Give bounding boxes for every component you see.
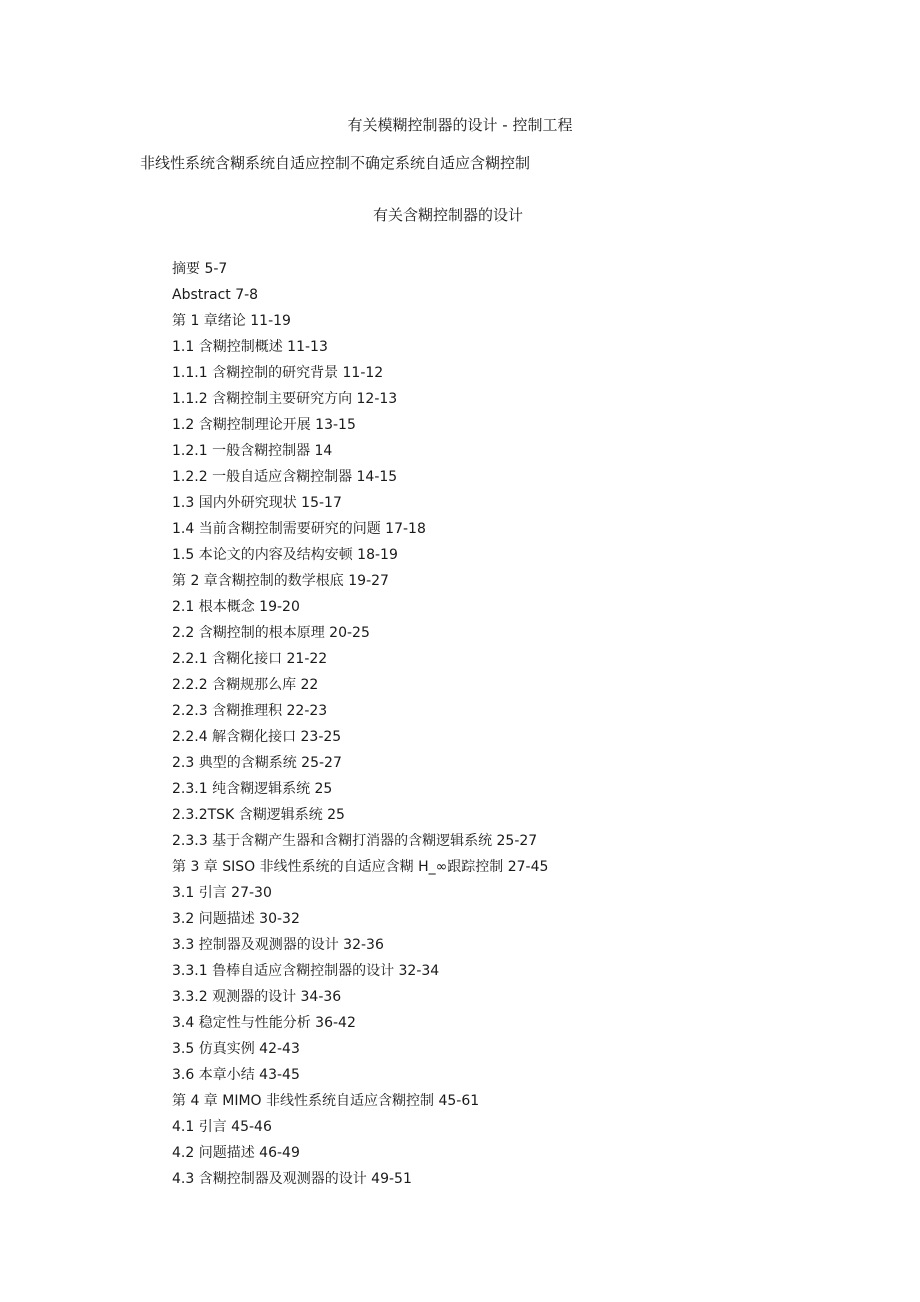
toc-entry: 1.2.1 一般含糊控制器 14 <box>172 443 333 459</box>
toc-entry: 第 3 章 SISO 非线性系统的自适应含糊 H_∞跟踪控制 27-45 <box>172 859 549 875</box>
toc-entry: 2.2.1 含糊化接口 21-22 <box>172 651 328 667</box>
toc-entry: 1.4 当前含糊控制需要研究的问题 17-18 <box>172 521 426 537</box>
toc-entry: 1.2 含糊控制理论开展 13-15 <box>172 417 356 433</box>
document-title: 有关模糊控制器的设计 - 控制工程 <box>347 116 573 134</box>
toc-entry: 3.3.1 鲁棒自适应含糊控制器的设计 32-34 <box>172 963 440 979</box>
toc-entry: 3.2 问题描述 30-32 <box>172 911 300 927</box>
toc-entry: 4.2 问题描述 46-49 <box>172 1145 300 1161</box>
toc-entry: Abstract 7-8 <box>172 287 259 303</box>
toc-entry: 1.1.1 含糊控制的研究背景 11-12 <box>172 365 384 381</box>
toc-entry: 第 4 章 MIMO 非线性系统自适应含糊控制 45-61 <box>172 1093 480 1109</box>
toc-entry: 2.2.4 解含糊化接口 23-25 <box>172 729 342 745</box>
toc-entry: 1.3 国内外研究现状 15-17 <box>172 495 342 511</box>
toc-entry: 3.1 引言 27-30 <box>172 885 272 901</box>
table-of-contents <box>172 256 548 1192</box>
toc-entry: 3.3.2 观测器的设计 34-36 <box>172 989 342 1005</box>
toc-entry: 1.1.2 含糊控制主要研究方向 12-13 <box>172 391 398 407</box>
toc-entry: 1.5 本论文的内容及结构安顿 18-19 <box>172 547 398 563</box>
toc-entry: 第 1 章绪论 11-19 <box>172 313 291 329</box>
document-subtitle: 有关含糊控制器的设计 <box>372 206 523 224</box>
toc-entry: 3.4 稳定性与性能分析 36-42 <box>172 1015 356 1031</box>
toc-entry: 3.5 仿真实例 42-43 <box>172 1041 300 1057</box>
toc-entry: 3.6 本章小结 43-45 <box>172 1067 300 1083</box>
toc-entry: 摘要 5-7 <box>172 261 228 277</box>
toc-entry: 2.3.1 纯含糊逻辑系统 25 <box>172 781 333 797</box>
toc-entry: 4.3 含糊控制器及观测器的设计 49-51 <box>172 1171 412 1187</box>
toc-entry: 第 2 章含糊控制的数学根底 19-27 <box>172 573 389 589</box>
toc-entry: 1.2.2 一般自适应含糊控制器 14-15 <box>172 469 398 485</box>
toc-entry: 2.3.3 基于含糊产生器和含糊打消器的含糊逻辑系统 25-27 <box>172 833 538 849</box>
toc-entry: 2.3.2TSK 含糊逻辑系统 25 <box>172 807 345 823</box>
toc-entry: 2.1 根本概念 19-20 <box>172 599 300 615</box>
toc-entry: 2.2.3 含糊推理积 22-23 <box>172 703 328 719</box>
keywords-line: 非线性系统含糊系统自适应控制不确定系统自适应含糊控制 <box>140 154 531 172</box>
toc-entry: 2.2.2 含糊规那么库 22 <box>172 677 319 693</box>
toc-entry: 2.3 典型的含糊系统 25-27 <box>172 755 342 771</box>
toc-entry: 3.3 控制器及观测器的设计 32-36 <box>172 937 384 953</box>
toc-entry: 2.2 含糊控制的根本原理 20-25 <box>172 625 370 641</box>
toc-entry: 4.1 引言 45-46 <box>172 1119 272 1135</box>
toc-entry: 1.1 含糊控制概述 11-13 <box>172 339 328 355</box>
